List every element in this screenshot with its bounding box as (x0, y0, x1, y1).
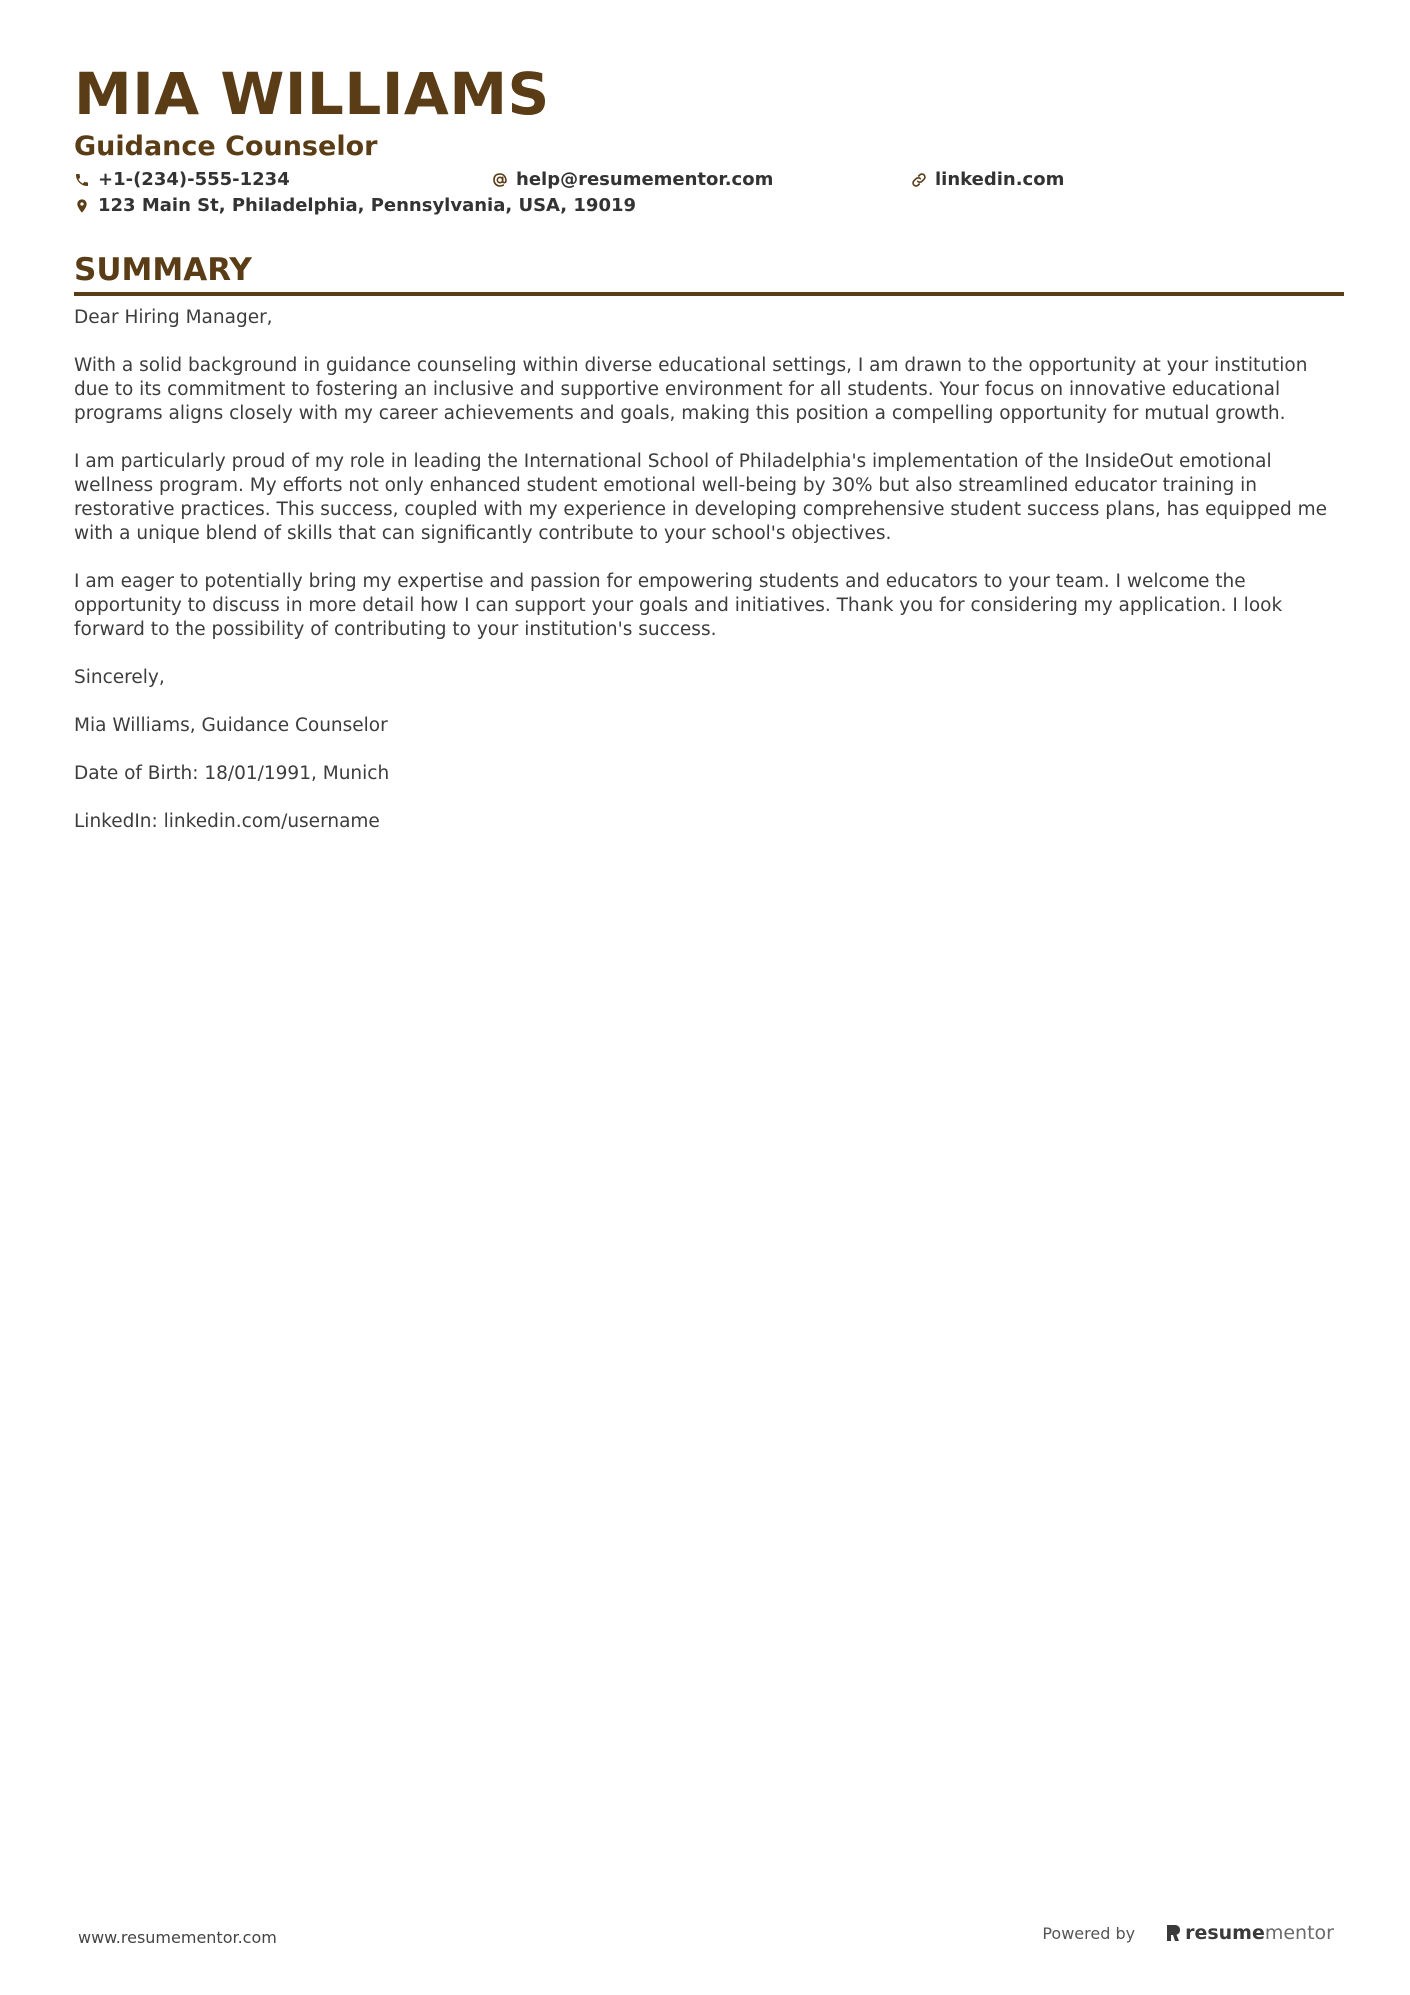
date-of-birth: Date of Birth: 18/01/1991, Munich (74, 763, 390, 784)
linkedin-line: LinkedIn: linkedin.com/username (74, 811, 380, 832)
contact-info (74, 168, 1344, 224)
email-text: help@resumementor.com (516, 169, 774, 190)
candidate-role: Guidance Counselor (74, 131, 378, 162)
section-title-summary: SUMMARY (74, 252, 252, 288)
section-divider (74, 292, 1344, 296)
letter-body (74, 306, 1344, 834)
paragraph-3: I am eager to potentially bring my expertise and passion for empowering students and educators to your team. I welcome the opportunity to discuss in more detail how I can support your goals and initiatives. Thank you for considering my application. I look forward to the possibility of contributing to your institution's success. (74, 571, 1283, 640)
map-pin-icon (74, 198, 90, 214)
footer-branding (1042, 1922, 1334, 1944)
resume-page (74, 60, 1344, 858)
at-icon (492, 172, 508, 188)
paragraph-1: With a solid background in guidance counseling within diverse educational settings, I am drawn to the opportunity at your institution due to its commitment to fostering an inclusive and supportive environment for all students. Your focus on innovative educational programs aligns closely with my career achievements and goals, making this position a compelling opportunity for mutual growth. (74, 355, 1308, 424)
closing: Sincerely, (74, 667, 165, 688)
salutation: Dear Hiring Manager, (74, 307, 273, 328)
brand-bold: resume (1185, 1922, 1265, 1944)
resumementor-logo-icon (1165, 1923, 1181, 1943)
footer-website[interactable]: www.resumementor.com (78, 1928, 277, 1947)
link-icon (911, 172, 927, 188)
paragraph-2: I am particularly proud of my role in leading the International School of Philadelphia's implementation of the InsideOut emotional wellness program. My efforts not only enhanced student emotional well-being by 30% but also streamlined educator training in restorative practices. This success, coupled with my experience in developing comprehensive student success plans, has equipped me with a unique blend of skills that can significantly contribute to your school's objectives. (74, 451, 1328, 544)
linkedin-text: linkedin.com (935, 169, 1065, 190)
brand-logo[interactable] (1165, 1922, 1334, 1944)
candidate-name: MIA WILLIAMS (74, 60, 550, 128)
phone-icon (74, 172, 90, 188)
contact-linkedin[interactable] (911, 168, 1064, 192)
phone-text: +1-(234)-555-1234 (98, 169, 290, 190)
powered-by-text: Powered by (1042, 1923, 1136, 1943)
signature: Mia Williams, Guidance Counselor (74, 715, 388, 736)
brand-light: mentor (1264, 1922, 1334, 1944)
contact-email[interactable] (492, 168, 773, 192)
address-text: 123 Main St, Philadelphia, Pennsylvania, USA, 19019 (98, 195, 637, 216)
contact-address (74, 194, 636, 218)
contact-phone[interactable] (74, 168, 290, 192)
